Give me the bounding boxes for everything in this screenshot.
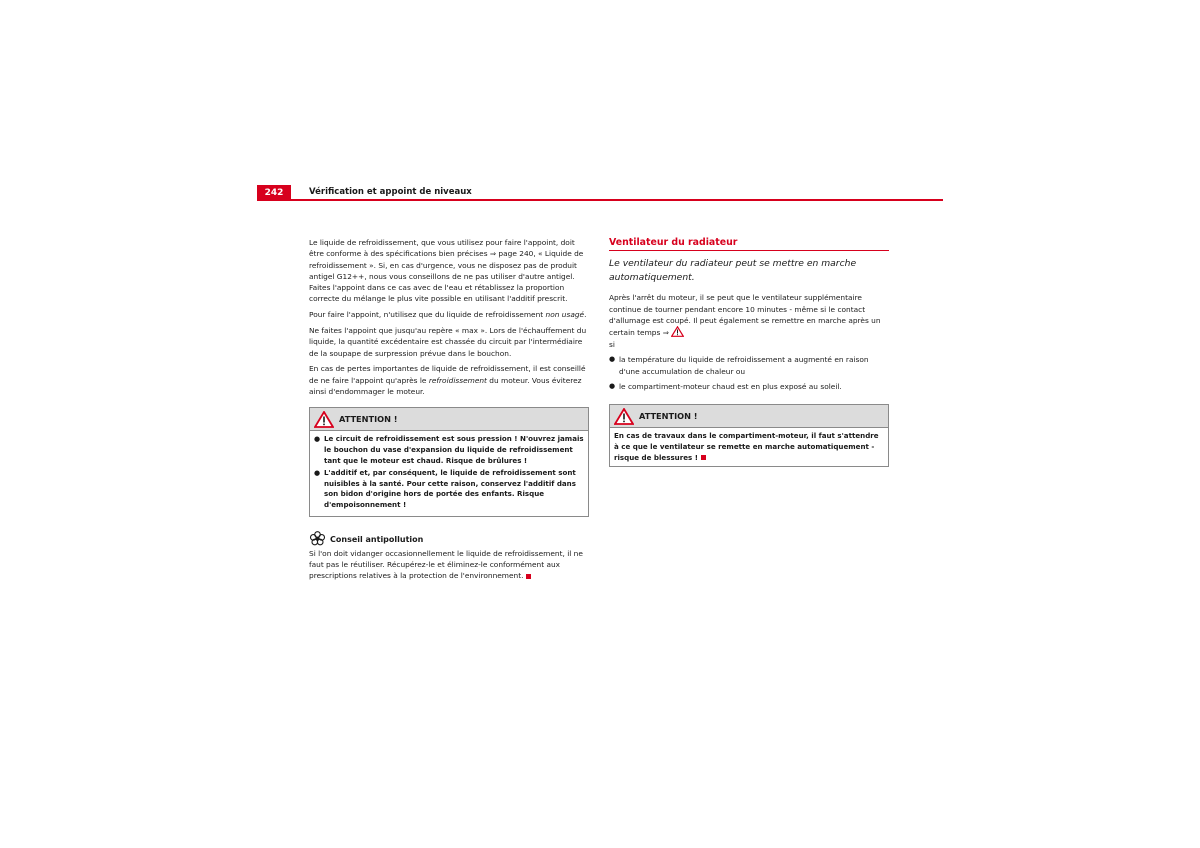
warning-title: ATTENTION ! [339,413,398,424]
paragraph: Pour faire l'appoint, n'utilisez que du liquide de refroidissement non usagé. [309,310,587,320]
lead-paragraph: Le ventilateur du radiateur peut se mettre en marche automatiquement. [609,258,857,283]
paragraph: Le liquide de refroidissement, que vous utilisez pour faire l'appoint, doit être conforme à des spécifications bien précises ⇒ page 240, « Liquide de refroidissement ». Si, en cas d'urgence, vous ne disposez pas de produit antigel G12++, nous vous conseillons de ne pas utiliser d'autre antigel. Faites l'appoint dans ce cas avec de l'eau et rétablissez la proportion correcte du mélange le plus vite possible en utilisant l'additif prescrit. [309,238,584,304]
left-column [309,237,589,586]
section-heading: Ventilateur du radiateur [609,237,889,251]
warning-item: ● Le circuit de refroidissement est sous pression ! N'ouvrez jamais le bouchon du vase d'expansion du liquide de refroidissement tant que le moteur est chaud. Risque de brûlures ! [314,434,584,465]
warning-box [609,404,889,467]
environment-tip-text: Si l'on doit vidanger occasionnellement le liquide de refroidissement, il ne faut pas le réutiliser. Récupérez-le et éliminez-le conformément aux prescriptions relatives à la protection de l'environnement. [309,548,583,581]
warning-triangle-icon [671,326,684,337]
warning-triangle-icon [614,408,634,425]
bullet-icon: ● [609,382,616,391]
warning-triangle-icon [314,411,334,428]
paragraph: Après l'arrêt du moteur, il se peut que le ventilateur supplémentaire continue de tourner pendant encore 10 minutes - même si le contact d'allumage est coupé. Il peut également se remettre en marche après un certain temps ⇒ si [609,293,881,349]
warning-title: ATTENTION ! [639,410,698,421]
warning-item: ● L'additif et, par conséquent, le liquide de refroidissement sont nuisibles à la santé. Pour cette raison, conservez l'additif dans son bidon d'origine hors de portée des enfants. Risque d'empoisonnement ! [314,468,576,509]
bullet-icon: ● [314,469,321,478]
flower-icon [309,531,326,546]
end-marker-icon [526,574,531,579]
paragraph: En cas de pertes importantes de liquide de refroidissement, il est conseillé de ne faire l'appoint qu'après le refroidissement du moteur. Vous éviterez ainsi d'endommager le moteur. [309,364,586,397]
warning-header [310,408,588,431]
paragraph: Ne faites l'appoint que jusqu'au repère « max ». Lors de l'échauffement du liquide, la quantité excédentaire est chassée du circuit par l'intermédiaire de la soupape de surpression prévue dans le bouchon. [309,326,587,358]
header-rule [257,199,943,201]
warning-body [310,431,588,515]
list-item: ● la température du liquide de refroidissement a augmenté en raison d'une accumulation de chaleur ou [609,355,869,376]
bullet-icon: ● [314,435,321,444]
list-item: ● le compartiment-moteur chaud est en plus exposé au soleil. [609,382,842,392]
warning-body: En cas de travaux dans le compartiment-moteur, il faut s'attendre à ce que le ventilateur se remette en marche automatiquement - risque de blessures ! [614,431,879,462]
right-column [609,237,889,467]
section-title: Vérification et appoint de niveaux [309,187,472,197]
page-number: 242 [257,185,291,201]
end-marker-icon [701,455,706,460]
bullet-icon: ● [609,355,616,364]
environment-tip-heading: Conseil antipollution [309,531,589,546]
warning-box [309,407,589,516]
warning-header [610,405,888,428]
